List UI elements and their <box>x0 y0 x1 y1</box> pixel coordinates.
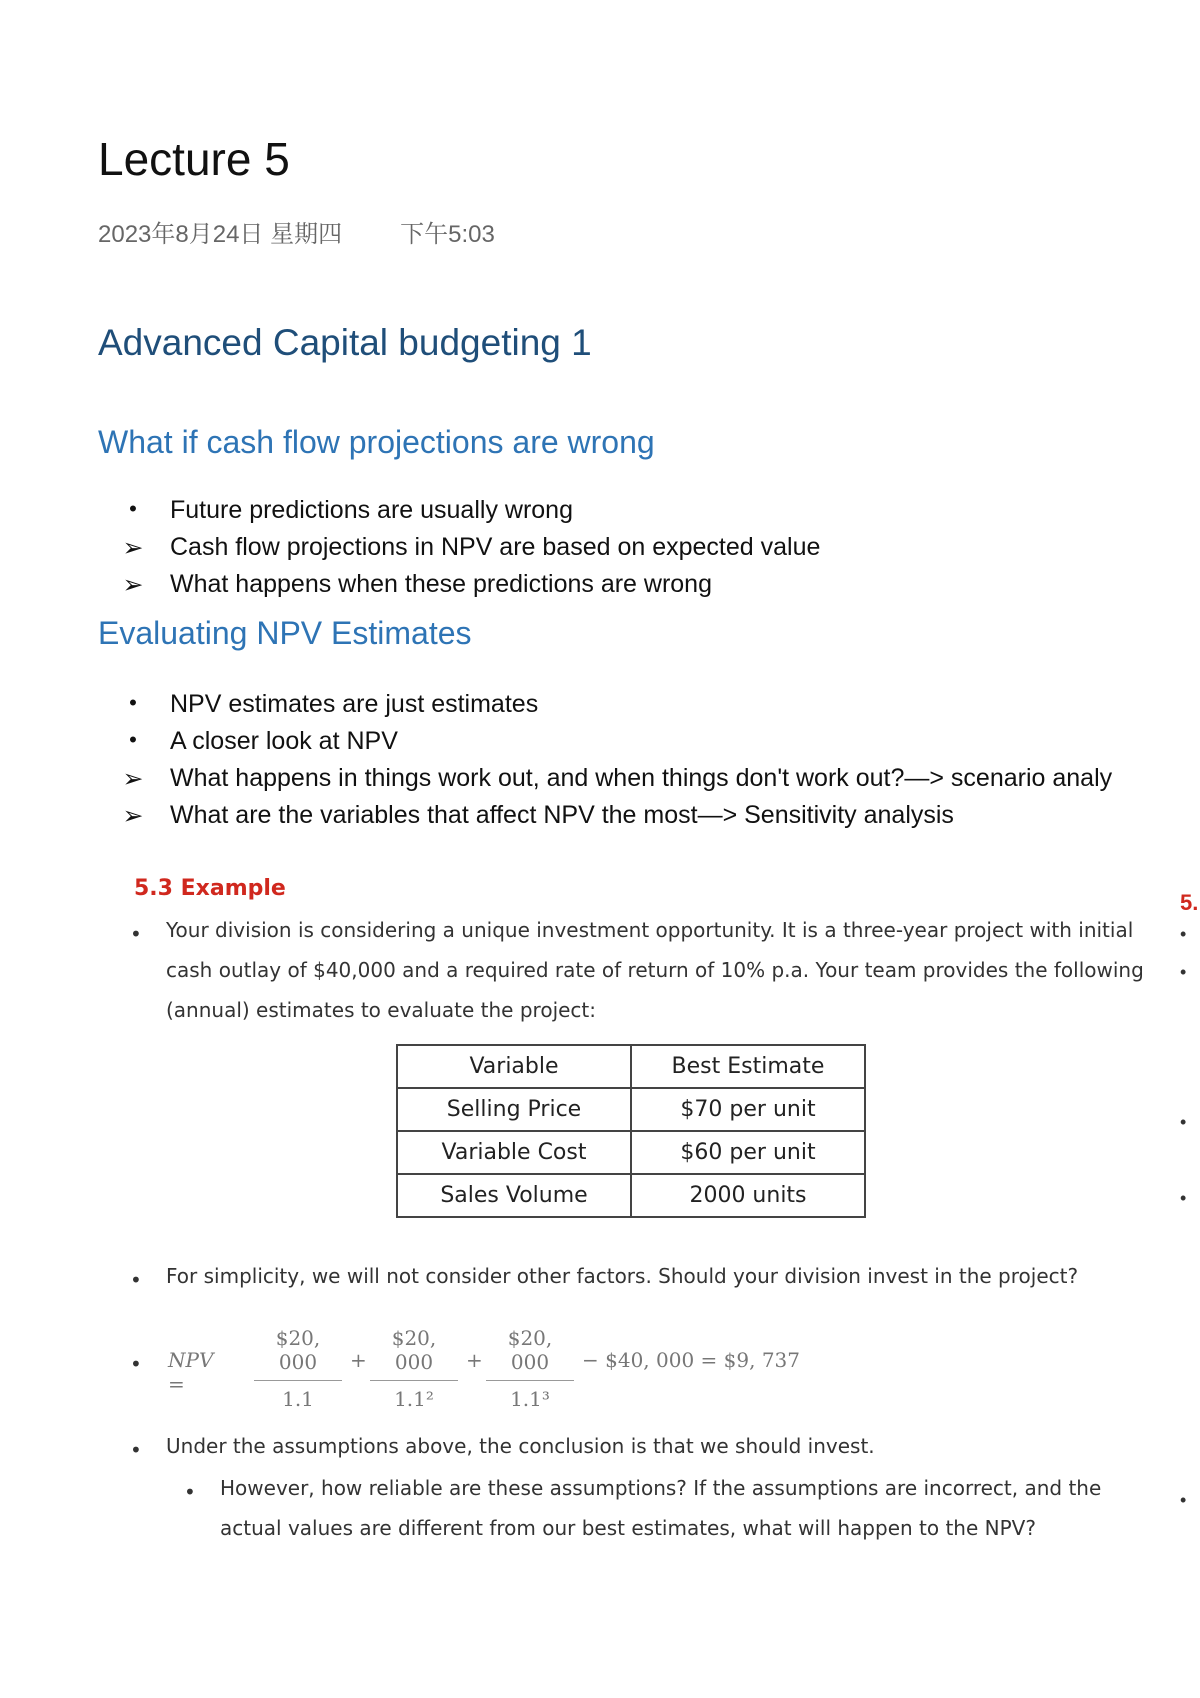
bullet-icon: • <box>1180 1490 1187 1510</box>
bullet-icon: • <box>129 727 137 752</box>
bullet-icon: • <box>130 1438 142 1462</box>
embedded-slide[interactable]: 5.3 Example • Your division is considering a unique investment opportunity. It is a three-year project with initial cash outlay of $40,000 and a required rate of return of 10% p.a. Your team provides the following (annual) estimates to evaluate the project: Variable Best Estimate Selling Price $70 per unit Variable Cost $60 per unit Sales Volume 2000 units • For simplicity, we will not consider other factors. Should your division invest in the project? • NPV = $\frac{\$20, 000}{1.1}$ + $\frac{\$20, 000}{\text{1.1²}}$ + $\frac{\$20, 000}{\text{1.1³}}$ − $40, 000 = $9, 737 • Under the assumptions above, the conclusion is that we should invest. • However, how reliable are these assumptions? If the assumptions are incorrect, and the actual values are different from our best estimates, what will happen to the NPV? <box>120 868 1200 1588</box>
estimates-table <box>396 1044 866 1218</box>
formula-term-2: $\frac{\$20, 000}{\text{1.1²}}$ <box>370 1326 458 1411</box>
page-title[interactable]: Lecture 5 <box>98 133 290 185</box>
formula-term-1: $\frac{\$20, 000}{1.1}$ <box>254 1326 342 1411</box>
table-cell: $70 per unit <box>631 1088 865 1131</box>
next-slide-title-fragment: 5. <box>1180 890 1199 915</box>
formula-lhs: NPV = <box>168 1348 214 1396</box>
bullet-icon: • <box>130 1268 142 1292</box>
table-header-cell: Best Estimate <box>631 1045 865 1088</box>
page-time: 下午5:03 <box>400 221 495 248</box>
table-cell: Variable Cost <box>397 1131 631 1174</box>
part2-heading[interactable]: Evaluating NPV Estimates <box>98 615 472 651</box>
list-item[interactable]: ➢ What are the variables that affect NPV the most—> Sensitivity analysis <box>0 801 1200 838</box>
table-cell: Sales Volume <box>397 1174 631 1217</box>
part1-heading[interactable]: What if cash flow projections are wrong <box>98 424 655 460</box>
part2-list <box>0 690 1200 838</box>
page-timestamp <box>98 214 495 249</box>
part1-list <box>0 496 1200 607</box>
bullet-icon: • <box>130 1352 142 1376</box>
arrow-bullet-icon: ➢ <box>122 571 144 599</box>
formula-term-3: $\frac{\$20, 000}{\text{1.1³}}$ <box>486 1326 574 1411</box>
table-row <box>397 1088 865 1131</box>
bullet-icon: • <box>1180 1112 1187 1132</box>
page-date: 2023年8月24日 星期四 <box>98 221 343 248</box>
bullet-icon: • <box>1180 962 1187 982</box>
slide-title: 5.3 Example <box>134 876 286 901</box>
arrow-bullet-icon: ➢ <box>122 534 144 562</box>
list-item[interactable]: ➢ Cash flow projections in NPV are based on expected value <box>0 533 1200 570</box>
list-item[interactable]: ➢ What happens in things work out, and when things don't work out?—> scenario analy <box>0 764 1200 801</box>
section-heading[interactable]: Advanced Capital budgeting 1 <box>98 322 592 363</box>
sub-bullet-icon: • <box>184 1480 196 1504</box>
table-cell: Selling Price <box>397 1088 631 1131</box>
table-cell: 2000 units <box>631 1174 865 1217</box>
list-item[interactable]: • NPV estimates are just estimates <box>0 690 1200 727</box>
table-row <box>397 1131 865 1174</box>
slide-conclusion-paragraph: Under the assumptions above, the conclusion is that we should invest. <box>166 1434 875 1458</box>
bullet-icon: • <box>130 922 142 946</box>
arrow-bullet-icon: ➢ <box>122 765 144 793</box>
bullet-icon: • <box>1180 1188 1187 1208</box>
arrow-bullet-icon: ➢ <box>122 802 144 830</box>
bullet-icon: • <box>129 690 137 715</box>
slide-question-sub-paragraph: However, how reliable are these assumptions? If the assumptions are incorrect, and the actual values are different from our best estimates, what will happen to the NPV? <box>220 1476 1102 1540</box>
bullet-icon: • <box>129 496 137 521</box>
table-header-cell: Variable <box>397 1045 631 1088</box>
table-header-row <box>397 1045 865 1088</box>
list-item[interactable]: ➢ What happens when these predictions are wrong <box>0 570 1200 607</box>
bullet-icon: • <box>1180 924 1187 944</box>
formula-result: − $40, 000 = $9, 737 <box>582 1348 800 1372</box>
list-item[interactable]: • A closer look at NPV <box>0 727 1200 764</box>
table-cell: $60 per unit <box>631 1131 865 1174</box>
slide-question-paragraph: For simplicity, we will not consider other factors. Should your division invest in the project? <box>166 1264 1079 1288</box>
slide-intro-paragraph: Your division is considering a unique investment opportunity. It is a three-year project with initial cash outlay of $40,000 and a required rate of return of 10% p.a. Your team provides the following (annual) estimates to evaluate the project: <box>166 918 1144 1022</box>
table-row <box>397 1174 865 1217</box>
list-item[interactable]: • Future predictions are usually wrong <box>0 496 1200 533</box>
